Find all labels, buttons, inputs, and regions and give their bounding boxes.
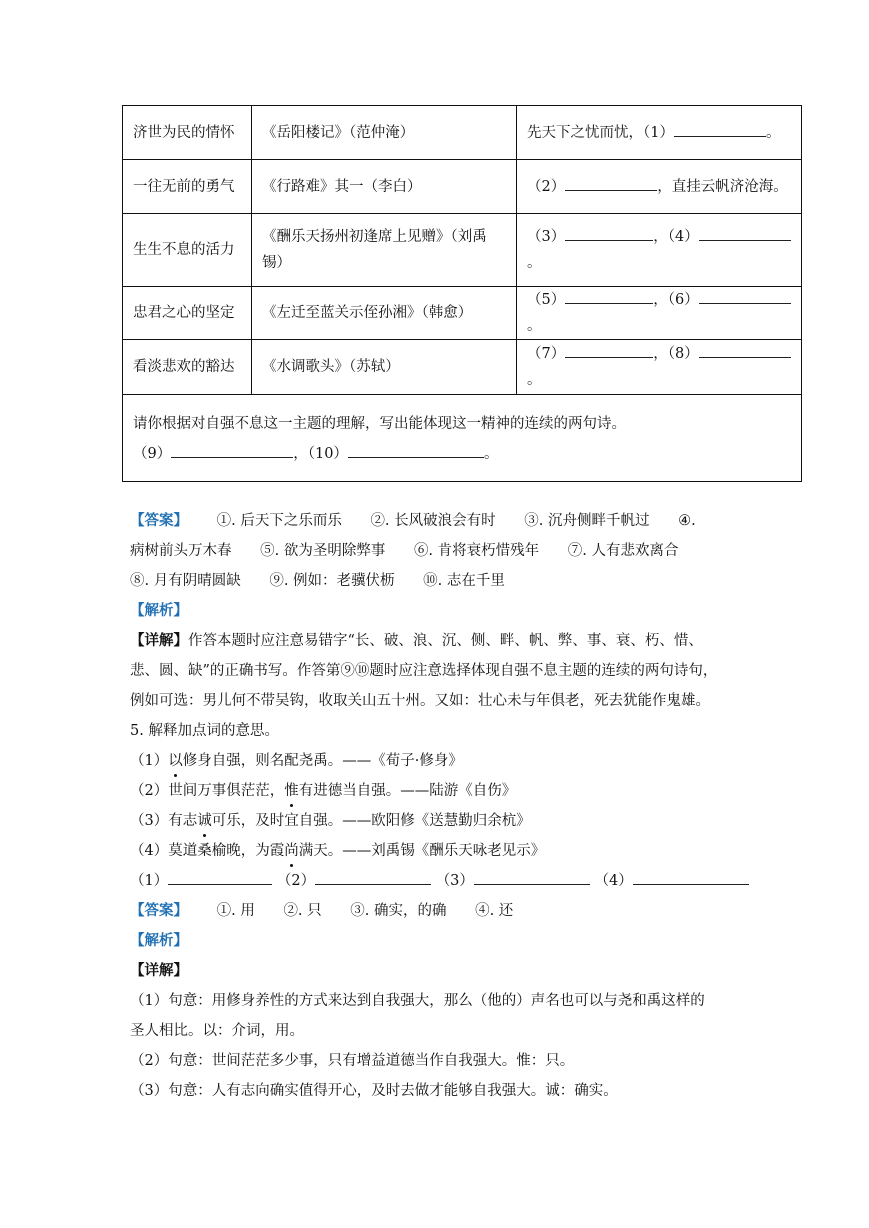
answer-item: ②. 只 xyxy=(283,903,322,919)
table-row xyxy=(123,287,802,340)
cell-text: ，直挂云帆济沧海。 xyxy=(657,178,788,195)
analysis-line: 圣人相比。以：介词，用。 xyxy=(130,1023,304,1039)
cell-text: 先天下之忧而忧，（1） xyxy=(527,124,674,141)
answer-line xyxy=(130,896,750,926)
analysis-line: 例如可选：男儿何不带吴钩，收取关山五十州。又如：壮心未与年俱老，死去犹能作鬼雄。 xyxy=(130,693,710,709)
answer-item: ③. 沉舟侧畔千帆过 xyxy=(524,513,650,529)
answer-item: 病树前头万木春 xyxy=(130,543,232,559)
sentence-text: （4）莫道桑榆晚，为霞 xyxy=(130,843,285,859)
blank-5[interactable] xyxy=(565,289,653,304)
question-sentence xyxy=(130,806,750,836)
answer-item: ⑦. 人有悲欢离合 xyxy=(567,543,679,559)
table-row xyxy=(123,340,802,395)
analysis-tag: 【解析】 xyxy=(130,932,188,949)
cell-text: （9） xyxy=(133,446,172,462)
answer-cell xyxy=(517,160,802,214)
sentence-text: （2）世间万事俱茫茫， xyxy=(130,783,285,799)
answer-item: ⑤. 欲为圣明除弊事 xyxy=(260,543,386,559)
dotted-word: 尚 xyxy=(284,836,299,866)
dotted-word: 惟 xyxy=(284,776,299,806)
answer-item: ⑥. 肯将衰朽惜残年 xyxy=(413,543,540,559)
analysis-text: 作答本题时应注意易错字“长、破、浪、沉、侧、畔、帆、弊、事、衰、朽、惜、 xyxy=(188,633,703,649)
answer-blank[interactable] xyxy=(633,870,749,885)
dotted-word: 以 xyxy=(168,746,183,776)
cell-text: （5） xyxy=(527,292,566,308)
cell-text: ，（10） xyxy=(293,446,348,462)
question-sentence xyxy=(130,836,750,866)
cell-text: 。 xyxy=(527,372,542,388)
question-sentence xyxy=(130,746,750,776)
answer-item: ④. 还 xyxy=(475,903,514,919)
question-sentence xyxy=(130,776,750,806)
source-cell: 《酬乐天扬州初逢席上见赠》（刘禹锡） xyxy=(252,214,517,287)
answer-tag: 【答案】 xyxy=(130,902,188,919)
cell-text: ，（6） xyxy=(653,292,699,308)
poem-table xyxy=(122,105,802,482)
blank-4[interactable] xyxy=(699,226,791,241)
cell-text: （2） xyxy=(527,178,566,195)
blank-9[interactable] xyxy=(171,443,293,458)
sentence-text: （3）有志 xyxy=(130,813,198,829)
answer-blank[interactable] xyxy=(168,870,272,885)
answer-item: ⑩. 志在千里 xyxy=(423,573,505,589)
answer-blank[interactable] xyxy=(315,870,431,885)
question-title: 5. 解释加点词的意思。 xyxy=(130,723,279,739)
blank-1[interactable] xyxy=(674,122,766,137)
analysis-line: （1）句意：用修身养性的方式来达到自我强大，那么（他的）声名也可以与尧和禹这样的 xyxy=(130,993,705,1009)
analysis-heading xyxy=(130,596,750,626)
theme-cell: 一往无前的勇气 xyxy=(123,160,252,214)
answer-cell xyxy=(517,106,802,160)
blank-label: （3） xyxy=(435,873,474,889)
blank-label: （2） xyxy=(276,873,316,889)
answer-line xyxy=(130,566,750,596)
blank-3[interactable] xyxy=(565,226,653,241)
sentence-text: 修身自强，则名配尧禹。——《荀子·修身》 xyxy=(182,753,463,769)
answer-item: ②. 长风破浪会有时 xyxy=(370,513,496,529)
blank-7[interactable] xyxy=(565,343,653,358)
cell-text: （7） xyxy=(527,346,566,362)
analysis-line xyxy=(130,626,750,656)
sentence-text: 可乐，及时宜自强。——欧阳修《送慧勤归余杭》 xyxy=(211,813,531,829)
analysis-line: （2）句意：世间茫茫多少事，只有增益道德当作自我强大。惟：只。 xyxy=(130,1053,575,1069)
source-cell: 《左迁至蓝关示侄孙湘》（韩愈） xyxy=(252,287,517,340)
detail-heading xyxy=(130,956,750,986)
blank-8[interactable] xyxy=(699,343,791,358)
theme-cell: 济世为民的情怀 xyxy=(123,106,252,160)
answer-cell xyxy=(517,214,802,287)
table-row xyxy=(123,160,802,214)
source-cell: 《水调歌头》（苏轼） xyxy=(252,340,517,395)
theme-cell: 生生不息的活力 xyxy=(123,214,252,287)
theme-cell: 忠君之心的坚定 xyxy=(123,287,252,340)
answer-content xyxy=(130,506,750,1106)
answer-blank[interactable] xyxy=(474,870,590,885)
blank-label: （4） xyxy=(594,873,633,889)
answer-cell xyxy=(517,340,802,395)
analysis-tag: 【解析】 xyxy=(130,602,188,619)
answer-tag: 【答案】 xyxy=(130,512,188,529)
cell-text: 。 xyxy=(765,124,781,141)
answer-item: ⑨. 例如：老骥伏枥 xyxy=(269,573,395,589)
blank-line xyxy=(130,866,750,896)
answer-item: ④. xyxy=(678,513,696,529)
detail-tag: 【详解】 xyxy=(130,632,188,649)
source-cell: 《岳阳楼记》（范仲淹） xyxy=(252,106,517,160)
answer-item: ①. 用 xyxy=(216,903,255,919)
prompt-cell xyxy=(123,395,802,482)
sentence-text: （1） xyxy=(130,753,169,769)
prompt-blanks xyxy=(133,441,791,467)
blank-label: （1） xyxy=(130,873,169,889)
table-row xyxy=(123,106,802,160)
detail-tag: 【详解】 xyxy=(130,962,188,979)
analysis-line: （3）句意：人有志向确实值得开心，及时去做才能够自我强大。诚：确实。 xyxy=(130,1083,618,1099)
cell-text: 。 xyxy=(527,318,542,334)
answer-item: ⑧. 月有阴晴圆缺 xyxy=(130,573,241,589)
blank-6[interactable] xyxy=(699,289,791,304)
answer-line xyxy=(130,506,750,536)
answer-item: ③. 确实，的确 xyxy=(350,903,447,919)
table-row xyxy=(123,395,802,482)
answer-cell xyxy=(517,287,802,340)
sentence-text: 满天。——刘禹锡《酬乐天咏老见示》 xyxy=(298,843,546,859)
cell-text: 。 xyxy=(527,255,542,271)
cell-text: （3） xyxy=(527,229,566,245)
source-cell: 《行路难》其一（李白） xyxy=(252,160,517,214)
prompt-text: 请你根据对自强不息这一主题的理解，写出能体现这一精神的连续的两句诗。 xyxy=(133,416,626,432)
blank-2[interactable] xyxy=(565,176,657,191)
cell-text: ，（8） xyxy=(653,346,699,362)
theme-cell: 看淡悲欢的豁达 xyxy=(123,340,252,395)
analysis-heading xyxy=(130,926,750,956)
cell-text: 。 xyxy=(483,446,499,462)
answer-line xyxy=(130,536,750,566)
blank-10[interactable] xyxy=(348,443,484,458)
table-row xyxy=(123,214,802,287)
answer-item: ①. 后天下之乐而乐 xyxy=(216,513,342,529)
dotted-word: 诚 xyxy=(197,806,212,836)
analysis-line: 悲、圆、缺”的正确书写。作答第⑨⑩题时应注意选择体现自强不息主题的连续的两句诗句， xyxy=(130,663,718,679)
cell-text: ，（4） xyxy=(653,229,699,245)
sentence-text: 有进德当自强。——陆游《自伤》 xyxy=(298,783,517,799)
